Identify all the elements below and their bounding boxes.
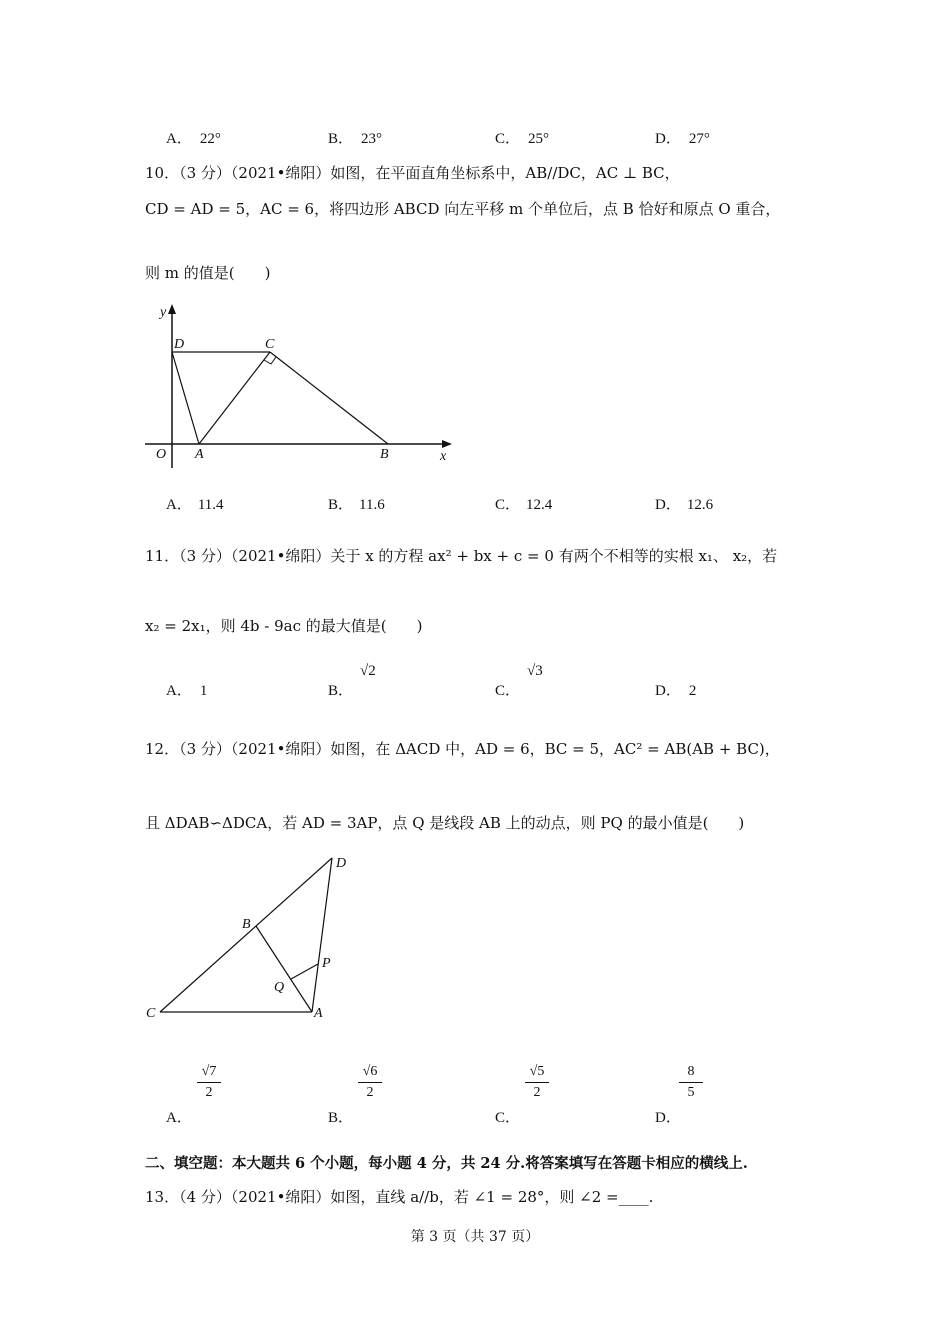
q12-option-b-label: B．: [328, 1110, 354, 1126]
label-d: D: [174, 337, 185, 352]
q12-option-d-label: D．: [655, 1110, 681, 1126]
segment-pq: [291, 964, 318, 979]
label-b: B: [242, 917, 251, 932]
page-footer: 第 3 页（共 37 页）: [410, 1229, 540, 1245]
q10-line-3: 则 m 的值是( ): [145, 264, 271, 282]
q12-option-b-fraction: √6 2: [355, 1064, 385, 1101]
section-heading: 二、填空题：本大题共 6 个小题，每小题 4 分，共 24 分.将答案填写在答题卡相应的横线上.: [145, 1155, 748, 1172]
q10-figure: [140, 300, 460, 475]
q11-option-c-label: C．: [495, 683, 521, 699]
q10-line-1: 10．（3 分）（2021•绵阳）如图，在平面直角坐标系中，AB//DC，AC ⊥ BC，: [145, 164, 680, 182]
label-p: P: [322, 956, 331, 971]
q11-option-c-value: √3: [527, 663, 543, 679]
q12-option-a-label: A．: [166, 1110, 192, 1126]
q12-option-c-label: C．: [495, 1110, 521, 1126]
q10-option-d: D． 12.6: [655, 497, 714, 513]
label-o: O: [156, 447, 167, 462]
q11-option-d: D． 2: [655, 683, 697, 699]
q9-option-a: A． 22°: [166, 131, 221, 147]
x-axis-arrow: [442, 440, 452, 448]
q12-option-a-fraction: √7 2: [194, 1064, 224, 1101]
q12-figure: [140, 848, 370, 1023]
q12-line-2: 且 ΔDAB∽ΔDCA，若 AD = 3AP，点 Q 是线段 AB 上的动点，则 PQ 的最小值是( ): [145, 814, 745, 832]
label-c: C: [265, 337, 275, 352]
segment-ad: [312, 858, 332, 1012]
label-c: C: [146, 1006, 156, 1021]
q10-line-2: CD = AD = 5，AC = 6，将四边形 ABCD 向左平移 m 个单位后，点 B 恰好和原点 O 重合，: [145, 200, 781, 218]
y-axis-arrow: [168, 304, 176, 314]
q13-line: 13．（4 分）（2021•绵阳）如图，直线 a//b，若 ∠1 = 28°，则 ∠2 =____.: [145, 1188, 654, 1206]
segment-da: [172, 352, 199, 444]
q9-option-c: C． 25°: [495, 131, 550, 147]
q12-option-c-fraction: √5 2: [522, 1064, 552, 1101]
q10-option-c: C． 12.4: [495, 497, 553, 513]
q9-option-d: D． 27°: [655, 131, 710, 147]
q10-option-a: A． 11.4: [166, 497, 224, 513]
segment-ac: [199, 352, 270, 444]
label-y: y: [160, 305, 167, 320]
label-a: A: [195, 447, 204, 462]
label-x: x: [440, 449, 447, 464]
q11-option-b-label: B．: [328, 683, 354, 699]
q11-line-1: 11．（3 分）（2021•绵阳）关于 x 的方程 ax² + bx + c = 0 有两个不相等的实根 x₁、 x₂，若: [145, 547, 778, 565]
label-d: D: [336, 856, 347, 871]
q9-option-b: B． 23°: [328, 131, 383, 147]
q11-option-a: A． 1: [166, 683, 208, 699]
segment-cb: [270, 352, 388, 444]
q11-option-b-value: √2: [360, 663, 376, 679]
label-q: Q: [274, 980, 285, 995]
q12-option-d-fraction: 8 5: [676, 1064, 706, 1101]
label-a: A: [314, 1006, 323, 1021]
q12-line-1: 12．（3 分）（2021•绵阳）如图，在 ΔACD 中，AD = 6，BC = 5，AC² = AB(AB + BC)，: [145, 740, 780, 758]
q11-line-2: x₂ = 2x₁，则 4b - 9ac 的最大值是( ): [145, 617, 423, 635]
label-b: B: [380, 447, 389, 462]
segment-ab: [256, 926, 312, 1012]
segment-cd: [160, 858, 332, 1012]
q10-option-b: B． 11.6: [328, 497, 385, 513]
